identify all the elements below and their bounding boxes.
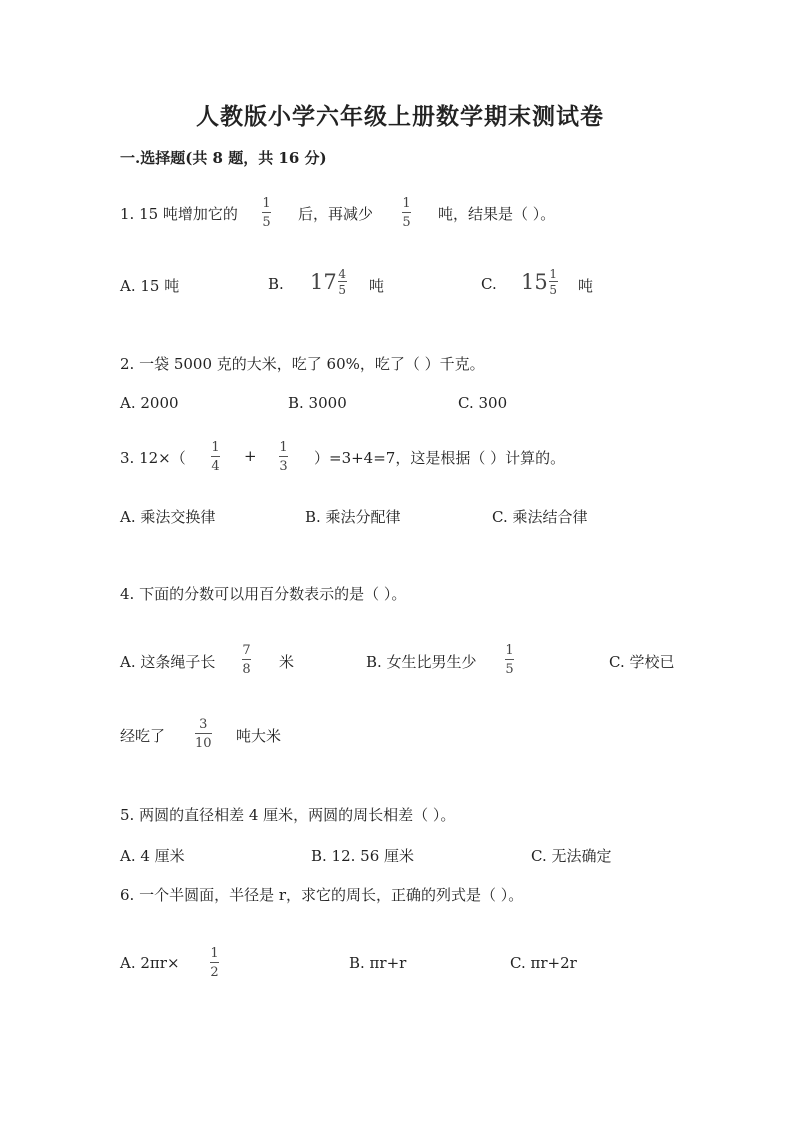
q1-option-c-mixed-number	[521, 268, 558, 296]
q6-option-a-fraction	[210, 946, 219, 980]
q1-fraction-2	[402, 196, 411, 230]
fraction-numerator: 1	[210, 946, 219, 961]
q1-option-c-label: C.	[481, 275, 497, 293]
fraction-bar	[195, 733, 212, 734]
q3-option-a: A. 乘法交换律	[120, 508, 216, 526]
q2-option-b: B. 3000	[288, 394, 347, 412]
q6-option-a-text: A. 2πr×	[120, 954, 180, 972]
fraction-numerator: 7	[242, 643, 251, 658]
fraction-denominator: 5	[505, 662, 514, 677]
q2-option-a: A. 2000	[120, 394, 179, 412]
fraction-bar	[279, 456, 288, 457]
q4-option-c-unit: 吨大米	[236, 727, 282, 745]
q5-stem: 5. 两圆的直径相差 4 厘米，两圆的周长相差（ ）。	[120, 806, 456, 824]
page-title: 人教版小学六年级上册数学期末测试卷	[196, 103, 604, 130]
q1-fraction-1	[262, 196, 271, 230]
q3-option-c: C. 乘法结合律	[492, 508, 588, 526]
fraction-denominator: 5	[338, 283, 347, 297]
q2-stem: 2. 一袋 5000 克的大米，吃了 60%，吃了（ ）千克。	[120, 355, 485, 373]
fraction-numerator: 1	[549, 267, 558, 281]
mixed-fraction	[549, 268, 558, 296]
mixed-fraction	[338, 268, 347, 296]
fraction-denominator: 4	[211, 459, 220, 474]
fraction-bar	[505, 659, 514, 660]
q4-option-c-text: C. 学校已	[609, 653, 675, 671]
q6-option-c: C. πr+2r	[510, 954, 577, 972]
fraction-numerator: 4	[338, 267, 347, 281]
q1-option-c-unit: 吨	[578, 277, 594, 295]
q6-stem: 6. 一个半圆面，半径是 r，求它的周长，正确的列式是（ ）。	[120, 886, 524, 904]
q1-option-b-mixed-number	[310, 268, 347, 296]
q4-option-a-unit: 米	[279, 653, 295, 671]
fraction-denominator: 5	[549, 283, 558, 297]
q4-option-c-fraction	[195, 717, 212, 751]
q3-option-b: B. 乘法分配律	[305, 508, 401, 526]
q1-stem-part2: 后，再减少	[298, 205, 374, 223]
fraction-bar	[211, 456, 220, 457]
q6-option-b: B. πr+r	[349, 954, 407, 972]
fraction-denominator: 5	[402, 215, 411, 230]
fraction-numerator: 1	[402, 196, 411, 211]
fraction-denominator: 5	[262, 215, 271, 230]
q1-stem-part1: 1. 15 吨增加它的	[120, 205, 238, 223]
q4-option-c-continued: 经吃了	[120, 727, 166, 745]
fraction-bar	[210, 962, 219, 963]
q3-fraction-1	[211, 440, 220, 474]
q4-option-b-fraction	[505, 643, 514, 677]
q2-option-c: C. 300	[458, 394, 508, 412]
fraction-bar	[549, 281, 558, 282]
fraction-numerator: 1	[279, 440, 288, 455]
q4-option-b-text: B. 女生比男生少	[366, 653, 477, 671]
fraction-bar	[338, 281, 347, 282]
q3-fraction-2	[279, 440, 288, 474]
q1-option-b-unit: 吨	[369, 277, 385, 295]
fraction-numerator: 1	[211, 440, 220, 455]
mixed-whole: 15	[521, 270, 548, 294]
q5-option-a: A. 4 厘米	[120, 847, 185, 865]
fraction-numerator: 1	[505, 643, 514, 658]
q5-option-c: C. 无法确定	[531, 847, 612, 865]
q3-plus-sign: +	[244, 447, 257, 465]
q4-option-a-fraction	[242, 643, 251, 677]
fraction-numerator: 1	[262, 196, 271, 211]
fraction-bar	[242, 659, 251, 660]
q3-stem-part2: ）=3+4=7，这是根据（ ）计算的。	[314, 449, 566, 467]
q1-option-b-label: B.	[268, 275, 284, 293]
q5-option-b: B. 12. 56 厘米	[311, 847, 415, 865]
section-heading: 一.选择题(共 8 题，共 16 分)	[120, 149, 327, 167]
q4-option-a-text: A. 这条绳子长	[120, 653, 216, 671]
fraction-denominator: 2	[210, 965, 219, 980]
mixed-whole: 17	[310, 270, 337, 294]
fraction-denominator: 8	[242, 662, 251, 677]
fraction-bar	[402, 212, 411, 213]
q1-stem-part3: 吨，结果是（ ）。	[438, 205, 556, 223]
fraction-denominator: 10	[195, 736, 212, 751]
q4-stem: 4. 下面的分数可以用百分数表示的是（ ）。	[120, 585, 407, 603]
q3-stem-part1: 3. 12×（	[120, 449, 186, 467]
fraction-bar	[262, 212, 271, 213]
fraction-denominator: 3	[279, 459, 288, 474]
q1-option-a: A. 15 吨	[120, 277, 180, 295]
fraction-numerator: 3	[199, 717, 208, 732]
